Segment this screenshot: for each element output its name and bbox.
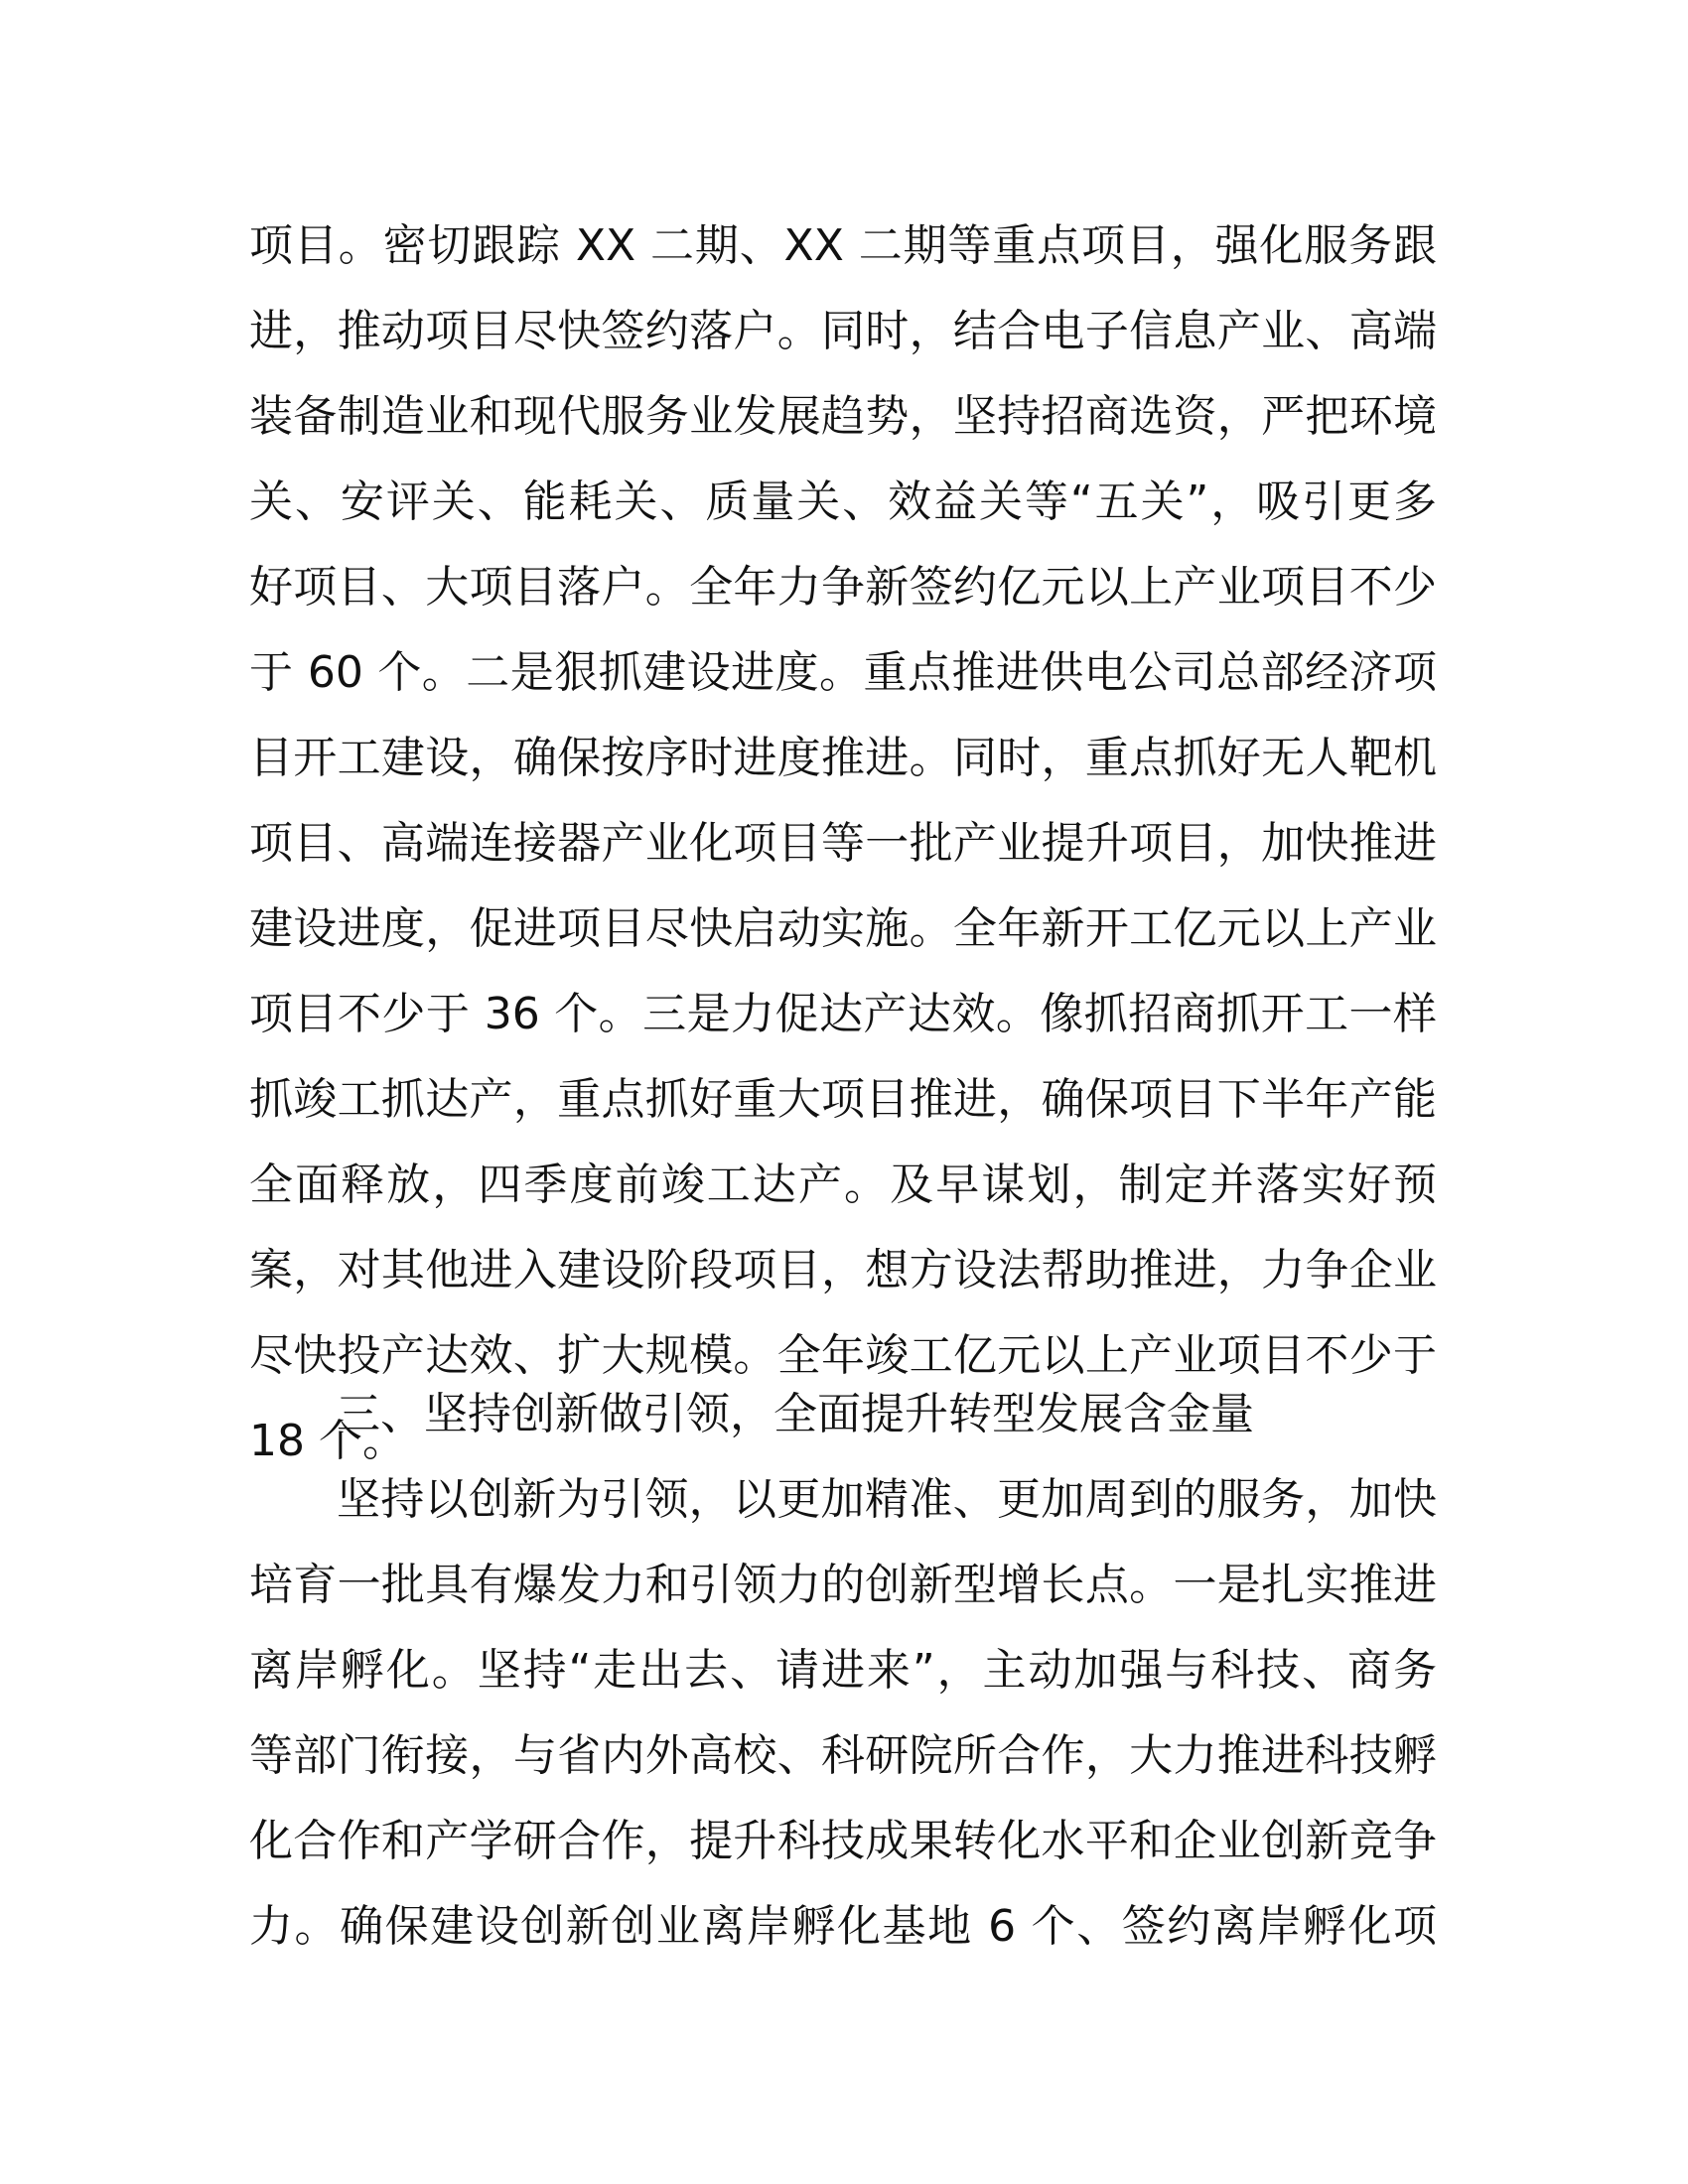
text-line: 全面释放，四季度前竣工达产。及早谋划，制定并落实好预 bbox=[249, 1160, 1437, 1210]
section-heading bbox=[249, 1372, 1437, 1457]
text-line: 培育一批具有爆发力和引领力的创新型增长点。一是扎实推进 bbox=[249, 1560, 1437, 1610]
text-line: 化合作和产学研合作，提升科技成果转化水平和企业创新竞争 bbox=[249, 1816, 1437, 1866]
text-line: 好项目、大项目落户。全年力争新签约亿元以上产业项目不少 bbox=[249, 562, 1437, 613]
text-line: 目开工建设，确保按序时进度推进。同时，重点抓好无人靶机 bbox=[249, 733, 1437, 783]
text-line: 关、安评关、能耗关、质量关、效益关等“五关”，吸引更多 bbox=[249, 477, 1437, 527]
text-line: 于 60 个。二是狠抓建设进度。重点推进供电公司总部经济项 bbox=[249, 647, 1437, 698]
text-line: 离岸孵化。坚持“走出去、请进来”，主动加强与科技、商务 bbox=[249, 1645, 1437, 1696]
text-line: 案，对其他进入建设阶段项目，想方设法帮助推进，力争企业 bbox=[249, 1245, 1437, 1296]
text-line: 进，推动项目尽快签约落户。同时，结合电子信息产业、高端 bbox=[249, 306, 1437, 356]
text-line: 建设进度，促进项目尽快启动实施。全年新开工亿元以上产业 bbox=[249, 903, 1437, 954]
text-line: 坚持以创新为引领，以更加精准、更加周到的服务，加快 bbox=[337, 1474, 1437, 1525]
paragraph-projects bbox=[249, 204, 1437, 1484]
text-line: 等部门衔接，与省内外高校、科研院所合作，大力推进科技孵 bbox=[249, 1730, 1437, 1781]
section-3-heading: 三、坚持创新做引领，全面提升转型发展含金量 bbox=[337, 1389, 1254, 1439]
paragraph-innovation bbox=[249, 1457, 1437, 1970]
text-line: 抓竣工抓达产，重点抓好重大项目推进，确保项目下半年产能 bbox=[249, 1074, 1437, 1125]
text-line: 项目、高端连接器产业化项目等一批产业提升项目，加快推进 bbox=[249, 818, 1437, 869]
text-line: 项目。密切跟踪 XX 二期、XX 二期等重点项目，强化服务跟 bbox=[249, 220, 1437, 271]
text-line: 18 个。 bbox=[249, 1416, 406, 1466]
text-line: 装备制造业和现代服务业发展趋势，坚持招商选资，严把环境 bbox=[249, 391, 1437, 442]
text-line: 尽快投产达效、扩大规模。全年竣工亿元以上产业项目不少于 bbox=[249, 1330, 1437, 1381]
text-line: 力。确保建设创新创业离岸孵化基地 6 个、签约离岸孵化项 bbox=[249, 1901, 1437, 1952]
text-line: 项目不少于 36 个。三是力促达产达效。像抓招商抓开工一样 bbox=[249, 989, 1437, 1039]
